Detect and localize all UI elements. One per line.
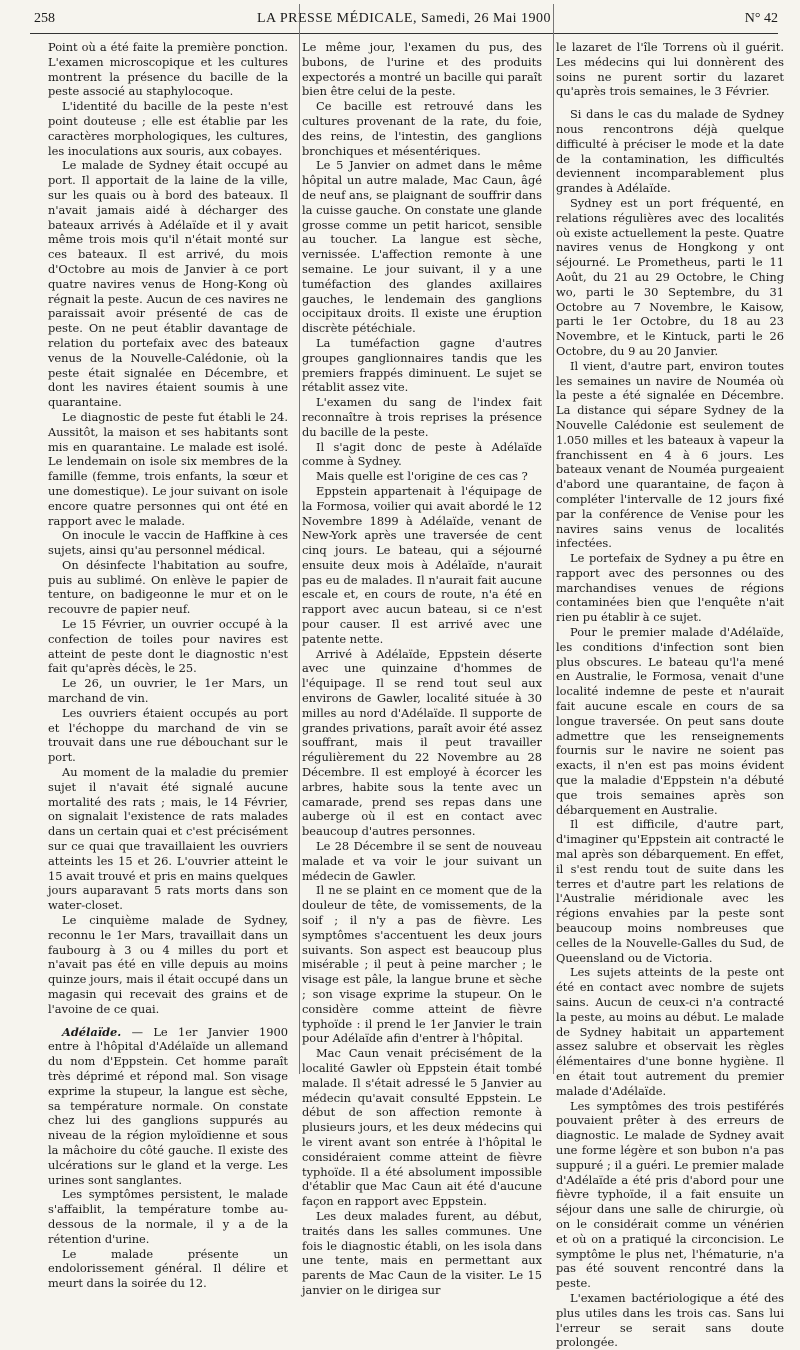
paragraph: Le diagnostic de peste fut établi le 24. Aussitôt, la maison et ses habitants sont mis en quarantaine. Le malade est isolé. Le lendemain on isole six membres de la famille (femme, trois enfants, la sœur et une domestique). Le jour suivant on isole encore quatre personnes qui ont été en rapport avec le malade. (48, 409, 288, 528)
paragraph: Il est difficile, d'autre part, d'imaginer qu'Eppstein ait contracté le mal après son débarquement. En effet, il s'est rendu tout de suite dans les terres et d'autre part les relations de l'Australie méridionale avec les régions envahies par la peste sont beaucoup moins nombreuses que celles de la Nouvelle-Galles du Sud, de Queensland ou de Victoria. (556, 817, 784, 965)
paragraph: Les sujets atteints de la peste ont été en contact avec nombre de sujets sains. Aucun de ceux-ci n'a contracté la peste, au moins au début. Le malade de Sydney habitait un appartement assez salubre et observait les règles élémentaires d'une bonne hygiène. Il en était tout autrement du premier malade d'Adélaïde. (556, 965, 784, 1098)
paragraph: L'examen du sang de l'index fait reconnaître à trois reprises la présence du bacille de la peste. (302, 395, 542, 439)
paragraph: Au moment de la maladie du premier sujet il n'avait été signalé aucune mortalité des rats ; mais, le 14 Février, on signalait l'existence de rats malades dans un certain quai et c'est précisément sur ce quai que travaillaient les ouvriers atteints les 15 et 26. L'ouvrier atteint le 15 avait trouvé et pris en mains quelques jours auparavant 5 rats morts dans son water-closet. (48, 765, 288, 913)
column-divider (553, 4, 554, 1074)
paragraph: L'identité du bacille de la peste n'est point douteuse ; elle est établie par les caractères morphologiques, les cultures, les inoculations aux souris, aux cobayes. (48, 99, 288, 158)
column-2 (302, 40, 542, 1297)
paragraph: Il ne se plaint en ce moment que de la douleur de tête, de vomissements, de la soif ; il n'y a pas de fièvre. Les symptômes s'accentuent les deux jours suivants. Son aspect est beaucoup plus misérable ; il peut à peine marcher ; le visage est pâle, la langue brune et sèche ; son visage exprime la stupeur. On le considère comme atteint de fièvre typhoïde : il prend le 1er Janvier le train pour Adélaïde afin d'entrer à l'hôpital. (302, 883, 542, 1046)
paragraph: Mais quelle est l'origine de ces cas ? (316, 469, 528, 484)
journal-title: LA PRESSE MÉDICALE, Samedi, 26 Mai 1900 (256, 11, 552, 26)
paragraph: Il s'agit donc de peste à Adélaïde comme à Sydney. (302, 439, 542, 469)
paragraph: Le même jour, l'examen du pus, des bubons, de l'urine et des produits expectorés a montré un bacille qui paraît bien être celui de la peste. (302, 40, 542, 99)
paragraph: Le malade présente un endolorissement général. Il délire et meurt dans la soirée du 12. (48, 1246, 288, 1291)
page-header (30, 8, 778, 30)
paragraph: On inocule le vaccin de Haffkine à ces sujets, ainsi qu'au personnel médical. (48, 528, 288, 558)
paragraph (48, 1025, 288, 1188)
paragraph: Le 26, un ouvrier, le 1er Mars, un marchand de vin. (48, 676, 288, 706)
paragraph: Le malade de Sydney était occupé au port. Il apportait de la laine de la ville, sur les quais ou à bord des bateaux. Il n'avait jamais aidé à décharger des bateaux arrivés à Adélaïde et il y avait même trois mois qu'il n'était monté sur ces bateaux. Il est arrivé, du mois d'Octobre au mois de Janvier à ce port quatre navires venus de Hong-Kong où régnait la peste. Aucun de ces navires ne paraissait avoir présenté de cas de peste. On ne peut établir davantage de relation du portefaix avec des bateaux venus de la Nouvelle-Calédonie, où la peste était signalée en Décembre, et dont les navires étaient soumis à une quarantaine. (48, 158, 288, 410)
column-3 (556, 40, 784, 1350)
paragraph: Arrivé à Adélaïde, Eppstein déserte avec une quinzaine d'hommes de l'équipage. Il se rend tout seul aux environs de Gawler, localité située à 30 milles au nord d'Adélaïde. Il supporte de grandes privations, paraît avoir été assez souffrant, mais il peut travailler régulièrement du 22 Novembre au 28 Décembre. Il est employé à écorcer les arbres, habite sous la tente avec un camarade, prend ses repas dans une auberge où il est en contact avec beaucoup d'autres personnes. (302, 646, 542, 839)
paragraph: Il vient, d'autre part, environ toutes les semaines un navire de Nouméa où la peste a été signalée en Décembre. La distance qui sépare Sydney de la Nouvelle Calédonie est seulement de 1.050 milles et les bateaux à vapeur la franchissent en 4 à 6 jours. Les bateaux venant de Nouméa purgeaient d'abord une quarantaine, de façon à compléter l'intervalle de 12 jours fixé par la conférence de Venise pour les navires sains venus de localités infectées. (556, 358, 784, 551)
section-heading: Adélaïde. (62, 1024, 122, 1039)
paragraph: Le portefaix de Sydney a pu être en rapport avec des personnes ou des marchandises venues de régions contaminées bien que l'enquête n'ait rien pu établir à ce sujet. (556, 551, 784, 625)
paragraph: Le cinquième malade de Sydney, reconnu le 1er Mars, travaillait dans un faubourg à 3 ou 4 milles du port et n'avait pas été en ville depuis au moins quinze jours, mais il était occupé dans un magasin qui recevait des grains et de l'avoine de ce quai. (48, 913, 288, 1016)
column-divider (299, 4, 300, 1074)
paragraph: Les symptômes persistent, le malade s'affaiblit, la température tombe au-dessous de la normale, il y a de la rétention d'urine. (48, 1187, 288, 1246)
paragraph: Pour le premier malade d'Adélaïde, les conditions d'infection sont bien plus obscures. Le bateau qu'l'a mené en Australie, le Formosa, venait d'une localité indemne de peste et n'aurait fait aucune escale en cours de sa longue traversée. On peut sans doute admettre que les renseignements fournis sur le navire ne soient pas exacts, il n'en est pas moins évident que la maladie d'Eppstein n'a débuté que trois semaines après son débarquement en Australie. (556, 625, 784, 817)
paragraph: Le 5 Janvier on admet dans le même hôpital un autre malade, Mac Caun, âgé de neuf ans, se plaignant de souffrir dans la cuisse gauche. On constate une glande grosse comme un petit haricot, sensible au toucher. La langue est sèche, vernissée. L'affection remonte à une semaine. Le jour suivant, il y a une tuméfaction des glandes axillaires gauches, le lendemain des ganglions occipitaux droits. Il existe une éruption discrète pétéchiale. (302, 158, 542, 336)
paragraph: Les deux malades furent, au début, traités dans les salles communes. Une fois le diagnostic établi, on les isola dans une tente, mais en permettant aux parents de Mac Caun de la visiter. Le 15 janvier on le dirigea sur (302, 1208, 542, 1297)
header-rule (30, 33, 778, 34)
paragraph: La tuméfaction gagne d'autres groupes ganglionnaires tandis que les premiers frappés diminuent. Le sujet se rétablit assez vite. (302, 335, 542, 395)
paragraph: Eppstein appartenait à l'équipage de la Formosa, voilier qui avait abordé le 12 Novembre 1899 à Adélaïde, venant de New-York après une traversée de cent cinq jours. Le bateau, qui a séjourné ensuite deux mois à Adélaïde, n'aurait pas eu de malades. Il n'aurait fait aucune escale et, en cours de route, n'a été en rapport avec aucun bateau, si ce n'est pour causer. Il est arrivé avec une patente nette. (302, 483, 542, 646)
column-1 (48, 40, 288, 1291)
paragraph: Si dans le cas du malade de Sydney nous rencontrons déjà quelque difficulté à préciser le mode et la date de la contamination, les difficultés deviennent incomparablement plus grandes à Adélaïde. (556, 107, 784, 196)
paragraph: Les symptômes des trois pestiférés pouvaient prêter à des erreurs de diagnostic. Le malade de Sydney avait une forme légère et son bubon n'a pas suppuré ; il a guéri. Le premier malade d'Adélaïde a été pris d'abord pour une fièvre typhoïde, il a fait ensuite un séjour dans une salle de chirurgie, où on le considérait comme un vénérien et où on a pratiqué la circoncision. Le symptôme le plus net, l'hématurie, n'a pas été souvent rencontré dans la peste. (556, 1098, 784, 1291)
paragraph: L'examen bactériologique a été des plus utiles dans les trois cas. Sans lui l'erreur se serait sans doute prolongée. (556, 1290, 784, 1350)
paragraph: Ce bacille est retrouvé dans les cultures provenant de la rate, du foie, des reins, de l'intestin, des ganglions bronchiques et mésentériques. (302, 99, 542, 158)
article-columns (48, 40, 784, 1350)
page-number: 258 (34, 11, 55, 26)
paragraph: Le 15 Février, un ouvrier occupé à la confection de toiles pour navires est atteint de peste dont le diagnostic n'est fait qu'après décès, le 25. (48, 617, 288, 676)
issue-number: N° 42 (744, 11, 778, 26)
paragraph: Les ouvriers étaient occupés au port et l'échoppe du marchand de vin se trouvait dans une rue débouchant sur le port. (48, 705, 288, 765)
paragraph: Sydney est un port fréquenté, en relations régulières avec des localités où existe actuellement la peste. Quatre navires venus de Hongkong y ont séjourné. Le Prometheus, parti le 11 Août, du 21 au 29 Octobre, le Ching wo, parti le 30 Septembre, du 31 Octobre au 7 Novembre, le Kaisow, parti le 1er Octobre, du 18 au 23 Novembre, et le Kintuck, parti le 26 Octobre, du 9 au 20 Janvier. (556, 195, 784, 358)
paragraph: Le 28 Décembre il se sent de nouveau malade et va voir le jour suivant un médecin de Gawler. (302, 839, 542, 883)
paragraph: Point où a été faite la première ponction. L'examen microscopique et les cultures montrent la présence du bacille de la peste associé au staphylocoque. (48, 40, 288, 99)
paragraph: Mac Caun venait précisément de la localité Gawler où Eppstein était tombé malade. Il s'était adressé le 5 Janvier au médecin qu'avait consulté Eppstein. Le début de son affection remonte à plusieurs jours, et les deux médecins qui le virent avant son entrée à l'hôpital le considéraient comme atteint de fièvre typhoïde. Il a été absolument impossible d'établir que Mac Caun ait été d'aucune façon en rapport avec Eppstein. (302, 1046, 542, 1209)
paragraph-text: — Le 1er Janvier 1900 entre à l'hôpital d'Adélaïde un allemand du nom d'Eppstein. Cet homme paraît très déprimé et répond mal. Son visage exprime la stupeur, la langue est sèche, sa température normale. On constate chez lui des ganglions suppurés au niveau de la région myloïdienne et sous la mâchoire du côté gauche. Il existe des ulcérations sur le gland et la verge. Les urines sont sanglantes. (48, 1024, 288, 1187)
paragraph: On désinfecte l'habitation au soufre, puis au sublimé. On enlève le papier de tenture, on badigeonne le mur et on le recouvre de papier neuf. (48, 557, 288, 617)
paragraph: le lazaret de l'île Torrens où il guérit. Les médecins qui lui donnèrent des soins ne purent sortir du lazaret qu'après trois semaines, le 3 Février. (556, 40, 784, 99)
